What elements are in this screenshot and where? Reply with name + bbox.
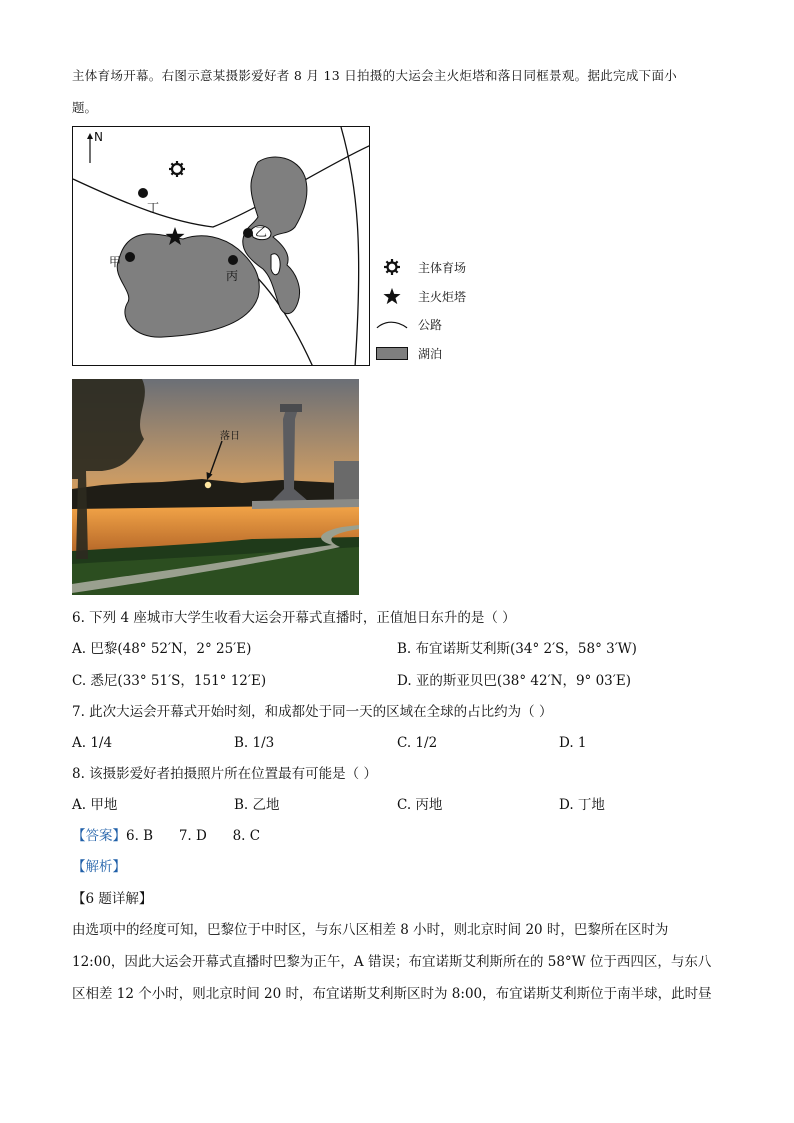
point-yi [243,228,253,238]
legend-torch [376,287,466,305]
detail-line-3: 区相差 12 个小时，则北京时间 20 时，布宜诺斯艾利斯区时为 8:00，布宜诺斯艾利斯位于南半球，此时昼 [72,986,712,1002]
legend-stadium [376,258,466,276]
label-bing: 丙 [226,269,239,283]
legend-stadium-icon [376,258,408,276]
point-ding [138,188,148,198]
stadium-icon [169,161,185,177]
question-6-option-d: D. 亚的斯亚贝巴(38° 42′N，9° 03′E) [397,673,631,689]
point-bing [228,255,238,265]
label-yi: 乙 [255,225,268,239]
question-6-option-c: C. 悉尼(33° 51′S，151° 12′E) [72,673,267,689]
analysis-label: 【解析】 [72,859,126,875]
point-jia [125,252,135,262]
question-6-option-a: A. 巴黎(48° 52′N，2° 25′E) [72,641,252,657]
intro-line-2: 题。 [72,100,98,115]
label-ding: 丁 [147,201,160,215]
north-arrow-head [87,133,93,139]
answer-label: 【答案】 [72,828,126,844]
sunset-label: 落日 [220,431,240,442]
question-7-option-d: D. 1 [559,735,587,751]
legend-torch-label: 主火炬塔 [418,289,467,304]
legend-lake [376,345,442,362]
legend-road-icon [376,318,408,332]
legend-lake-label: 湖泊 [418,347,443,361]
detail-line-1: 由选项中的经度可知，巴黎位于中时区，与东八区相差 8 小时，则北京时间 20 时，巴黎所在区时为 [72,922,669,938]
question-7-option-c: C. 1/2 [397,735,438,751]
legend-stadium-label: 主体育场 [418,260,467,275]
question-8-option-b: B. 乙地 [234,797,280,813]
detail-line-2: 12:00，因此大运会开幕式直播时巴黎为正午，A 错误；布宜诺斯艾利斯所在的 58°W 位于西四区，与东八 [72,954,712,970]
north-label: N [94,130,103,144]
question-8-option-a: A. 甲地 [72,797,118,813]
legend-lake-icon [376,347,408,360]
lake-map [72,126,370,366]
label-jia: 甲 [109,255,122,269]
answer-row [72,826,260,846]
legend-road-label: 公路 [418,318,443,332]
question-8-stem: 8. 该摄影爱好者拍摄照片所在位置最有可能是（ ） [72,766,377,782]
question-6-stem: 6. 下列 4 座城市大学生收看大运会开幕式直播时，正值旭日东升的是（ ） [72,610,516,626]
road-east [341,127,359,366]
road-main [73,145,370,227]
sunset-photo [72,379,359,595]
lake-west [117,234,259,337]
legend-road [376,316,442,333]
intro-line-1: 主体育场开幕。右图示意某摄影爱好者 8 月 13 日拍摄的大运会主火炬塔和落日同框景观。据此完成下面小 [72,68,678,83]
sunset-photo-drawing [72,379,359,595]
legend-torch-icon [376,287,408,305]
question-7-option-a: A. 1/4 [72,735,113,751]
detail-label: 【6 题详解】 [72,891,153,907]
island-south [271,254,280,275]
question-8-option-c: C. 丙地 [397,797,443,813]
question-7-option-b: B. 1/3 [234,735,275,751]
map-drawing [73,127,370,366]
answer-text: 6. B 7. D 8. C [126,828,261,844]
question-6-option-b: B. 布宜诺斯艾利斯(34° 2′S，58° 3′W) [397,641,637,657]
question-7-stem: 7. 此次大运会开幕式开始时刻，和成都处于同一天的区域在全球的占比约为（ ） [72,704,553,720]
question-8-option-d: D. 丁地 [559,797,605,813]
